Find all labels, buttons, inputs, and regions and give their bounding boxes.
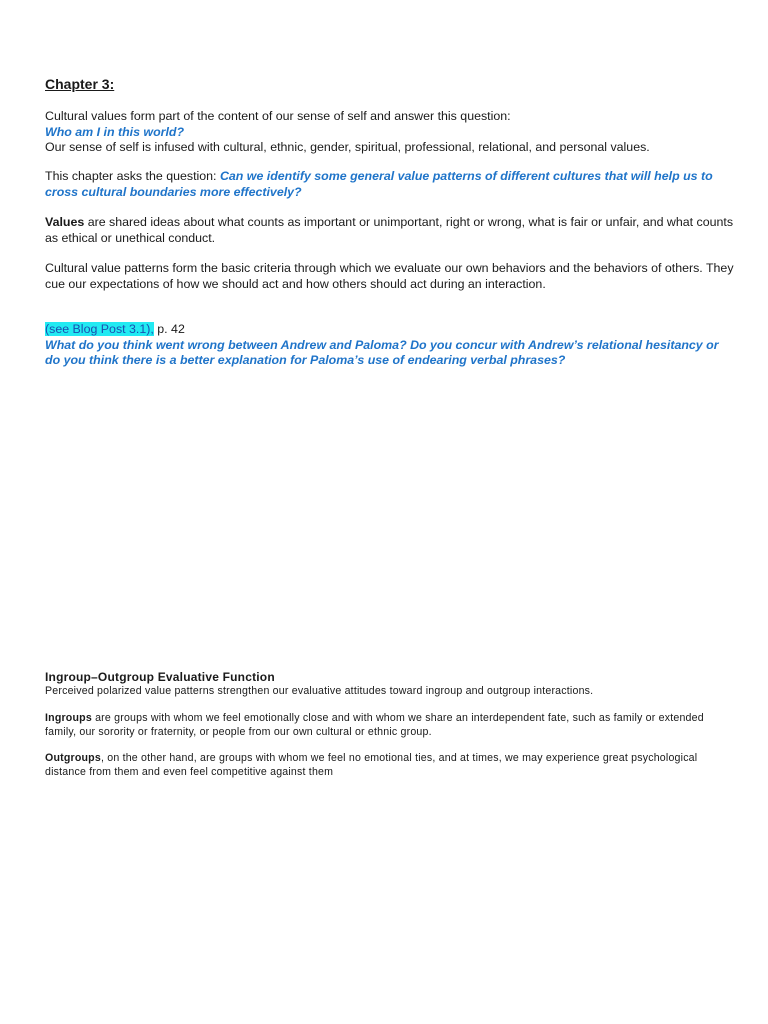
intro-question: Who am I in this world? <box>45 124 185 139</box>
ingroup-section <box>45 671 735 698</box>
blog-page-ref: p. 42 <box>153 322 185 336</box>
chapter-question-prefix: This chapter asks the question: <box>45 169 220 183</box>
intro-values-line: Our sense of self is infused with cultural, ethnic, gender, spiritual, professional, relational, and personal values. <box>45 140 650 154</box>
values-text: are shared ideas about what counts as important or unimportant, right or wrong, what is fair or unfair, and what counts as ethical or unethical conduct. <box>45 215 734 245</box>
outgroups-definition <box>45 752 735 779</box>
ingroup-intro: Perceived polarized value patterns strengthen our evaluative attitudes toward ingroup and outgroup interactions. <box>45 684 594 697</box>
ingroup-heading: Ingroup–Outgroup Evaluative Function <box>45 670 275 684</box>
blog-post-link[interactable]: (see Blog Post 3.1), <box>45 322 154 336</box>
blog-block <box>45 322 735 369</box>
values-term: Values <box>45 215 85 229</box>
intro-line: Cultural values form part of the content of our sense of self and answer this question: <box>45 109 511 123</box>
values-definition <box>45 215 735 246</box>
ingroups-term: Ingroups <box>45 712 92 724</box>
patterns-text: Cultural value patterns form the basic criteria through which we evaluate our own behaviors and the behaviors of others. They cue our expectations of how we should act and how others should act during an interaction. <box>45 261 734 291</box>
chapter-question-block <box>45 169 735 200</box>
chapter-heading: Chapter 3: <box>45 76 115 92</box>
outgroups-text: , on the other hand, are groups with whom we feel no emotional ties, and at times, we may experience great psychological distance from them and even feel competitive against them <box>45 752 698 778</box>
intro-block <box>45 109 735 156</box>
patterns-paragraph <box>45 261 735 292</box>
blog-question: What do you think went wrong between Andrew and Paloma? Do you concur with Andrew’s relational hesitancy or do you think there is a better explanation for Paloma’s use of endearing verbal phrases? <box>45 337 719 367</box>
chapter-question: Can we identify some general value patterns of different cultures that will help us to cross cultural boundaries more effectively? <box>45 169 713 199</box>
ingroups-definition <box>45 712 735 739</box>
ingroups-text: are groups with whom we feel emotionally close and with whom we share an interdependent fate, such as family or extended family, our sorority or fraternity, or people from our own cultural or ethnic group. <box>45 712 704 738</box>
outgroups-term: Outgroups <box>45 752 101 764</box>
